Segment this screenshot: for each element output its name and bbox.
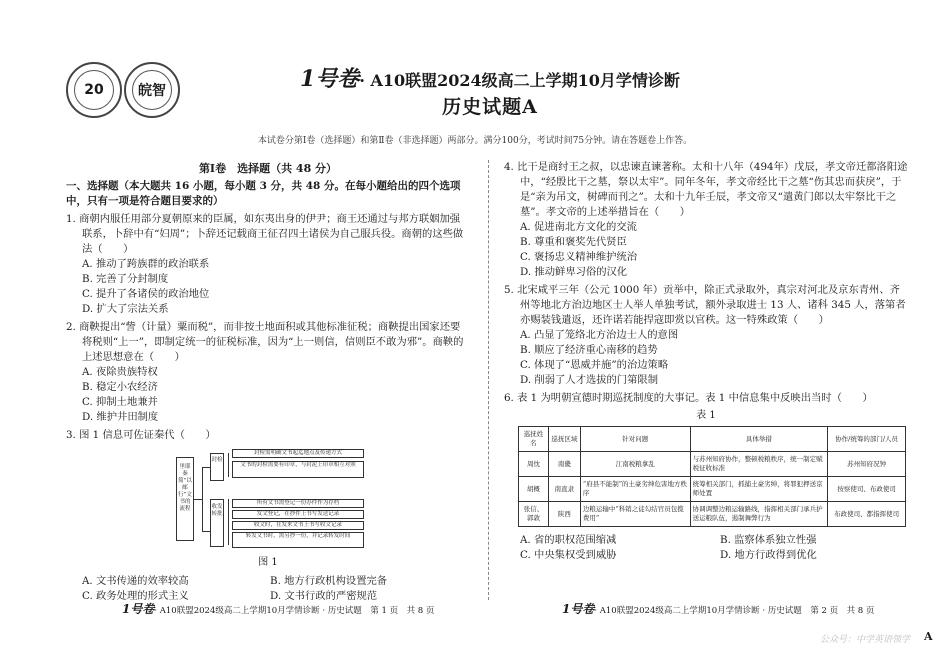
exam-title: [300, 62, 680, 93]
question-stem: 3. 图 1 信息可佐证秦代（ ）: [66, 429, 216, 441]
watermark: 公众号：中学英语领学: [820, 635, 911, 645]
education-seal-logo: [124, 62, 180, 118]
footer-page-info: · A10联盟2024级高二上学期10月学情诊断 · 历史试题 第 1 页 共 8 页: [154, 606, 435, 616]
option-a: A. 凸显了笼络北方治边士人的意图: [520, 329, 679, 341]
option-d: D. 维护井田制度: [82, 411, 159, 423]
subject-title: 历史试题A: [442, 96, 538, 118]
question-1: [66, 212, 470, 317]
flow-box-2: 文书的封检需要有印章，与封泥上印章相互对照: [232, 461, 364, 478]
option-d: D. 削弱了人才选拔的门第限制: [520, 374, 658, 386]
flow-root-label: 里耶秦简“以邮行”文书的流程: [176, 457, 194, 541]
table-cell: 胡概: [519, 477, 549, 502]
option-c: C. 体现了“恩威并施”的治边策略: [520, 359, 669, 371]
option-a: A. 文书传递的效率较高: [82, 575, 189, 587]
footer-right: [562, 600, 874, 617]
question-stem: 6. 表 1 为明朝宣德时期巡抚制度的大事记。表 1 中信息集中反映出当时（ ）: [504, 392, 873, 404]
flow-box-3: 所有文书需登记一份办件作为存档: [232, 499, 364, 508]
section-intro: 一、选择题（本大题共 16 小题，每小题 3 分，共 48 分。在每小题给出的四个选项中，只有一项是符合题目要求的）: [66, 180, 461, 207]
school-seal-logo: [66, 62, 122, 118]
option-b: B. 监察体系独立性强: [720, 534, 817, 546]
flow-group-transfer: 收发转批: [210, 499, 224, 547]
column-header: 针对问题: [580, 427, 690, 452]
question-4: [504, 160, 908, 280]
option-b: B. 完善了分封制度: [82, 273, 169, 285]
connector: [194, 499, 202, 500]
seal-inner: 20: [74, 70, 114, 110]
corner-mark: A: [924, 630, 933, 643]
right-column: [504, 160, 908, 563]
exam-title-text: · A10联盟2024级高二上学期10月学情诊断: [359, 71, 680, 90]
option-b: B. 地方行政机构设置完备: [270, 575, 388, 587]
option-a: A. 夜除贵族特权: [82, 366, 158, 378]
options-row-1: [66, 574, 470, 589]
column-divider: [488, 160, 489, 600]
table-cell: 布政使司、都指挥使司: [828, 502, 906, 527]
column-header: 具体举措: [690, 427, 828, 452]
seal-inner-2: 皖智: [132, 70, 172, 110]
options-row-1: [504, 533, 908, 548]
flow-box-5: 收文时，在发来文书上书写收文记录: [232, 521, 364, 530]
option-c: C. 中央集权受到威胁: [520, 549, 617, 561]
column-header: 巡抚姓名: [519, 427, 549, 452]
option-a: A. 推动了跨族群的政治联系: [82, 258, 210, 270]
column-header: 巡抚区域: [548, 427, 580, 452]
table-1: [518, 426, 906, 527]
question-stem: 5. 北宋咸平三年（公元 1000 年）贡举中，除正式录取外，真宗对河北及京东青州、齐州等地北方治边地区士人举人单独考试，额外录取进士 13 人、诸科 345 人，落第者亦赐装钱遣返，还许诺若能捍寇即赏以官秩。这一特殊政策（ ）: [504, 284, 906, 326]
table-cell: 与苏州知府协作，整顿税粮秩序，统一制定赋税征收标准: [690, 452, 828, 477]
table-row: [519, 477, 906, 502]
left-column: [66, 160, 470, 604]
column-header: 协作/统筹的部门/人员: [828, 427, 906, 452]
option-d: D. 地方行政得到优化: [720, 549, 817, 561]
brand-mark: 1号卷: [300, 66, 360, 92]
question-stem: 2. 商鞅提出“訾（计量）粟而税”，而非按土地面积或其他标准征税；商鞅提出国家还要将税则“上一”，即制定统一的征税标准，因为“上一则信，信则臣不敢为邪”。商鞅的上述思想意在（ ）: [66, 321, 464, 363]
table-cell: 按察使司、布政使司: [828, 477, 906, 502]
connector: [202, 467, 203, 531]
table-cell: 张信、郭敦: [519, 502, 549, 527]
connector: [202, 467, 210, 468]
flow-box-6: 转发文书时，需另抄一份，并记录转发时间: [232, 532, 364, 548]
connector: [228, 499, 229, 545]
question-3: [66, 428, 470, 604]
option-d: D. 文书行政的严密规范: [270, 590, 378, 602]
options-row-2: [504, 548, 908, 563]
table-cell: 统筹相关部门，抓捕土豪劣绅，将罪犯押送京师处置: [690, 477, 828, 502]
option-b: B. 顺应了经济重心南移的趋势: [520, 344, 658, 356]
option-c: C. 政务处理的形式主义: [82, 590, 189, 602]
table-header-row: [519, 427, 906, 452]
option-c: C. 提升了各诸侯的政治地位: [82, 288, 210, 300]
connector: [202, 531, 210, 532]
flow-box-4: 发文登记，在抄件上书写发送记录: [232, 510, 364, 519]
table-cell: 协调调整边粮运输路线，指挥相关部门承兵护送运粮队伍，遏制舞弊行为: [690, 502, 828, 527]
question-6: [504, 391, 908, 563]
question-5: [504, 283, 908, 388]
question-2: [66, 320, 470, 425]
table-cell: 江南税粮拿乱: [580, 452, 690, 477]
section-title: 第Ⅰ卷 选择题（共 48 分）: [198, 162, 338, 175]
option-b: B. 尊重和褒奖先代贤臣: [520, 236, 627, 248]
option-c: C. 抑制土地兼并: [82, 396, 158, 408]
option-d: D. 推动鲜卑习俗的汉化: [520, 266, 628, 278]
exam-notice: 本试卷分第Ⅰ卷（选择题）和第Ⅱ卷（非选择题）两部分。满分100分，考试时间75分钟。请在答题卷上作答。: [257, 136, 693, 146]
figure-1-flowchart: [176, 449, 366, 549]
footer-brand: 1号卷: [562, 602, 595, 616]
flow-group-seal: 封检: [210, 453, 224, 481]
table-row: [519, 502, 906, 527]
table-cell: 苏州知府况钟: [828, 452, 906, 477]
table-cell: 陕西: [548, 502, 580, 527]
table-cell: 边粮运输中“科销之徒勾结官员包揽费用”: [580, 502, 690, 527]
figure-caption: 图 1: [258, 557, 278, 568]
option-a: A. 省的职权范围缩减: [520, 534, 617, 546]
table-row: [519, 452, 906, 477]
table-cell: 南直隶: [548, 477, 580, 502]
option-b: B. 稳定小农经济: [82, 381, 158, 393]
table-caption: 表 1: [696, 410, 716, 421]
footer-page-info: · A10联盟2024级高二上学期10月学情诊断 · 历史试题 第 2 页 共 8 页: [594, 606, 875, 616]
table-cell: “府县不能制”的土豪劣绅危害地方秩序: [580, 477, 690, 502]
option-a: A. 促进南北方文化的交流: [520, 221, 637, 233]
question-stem: 4. 比干是商纣王之叔，以忠谏直谏著称。太和十八年（494年）戊辰，孝文帝迁都洛阳途中，“经殷比干之墓，祭以太牢”。同年冬年，孝文帝经比干之墓“伤其忠而获戾”，于是“亲为吊文，树碑而刊之”。太和十九年壬辰，孝文帝又“遣黄门郎以太牢祭比干之墓”。孝文帝的上述举措旨在（ ）: [504, 161, 908, 218]
connector: [228, 453, 229, 477]
option-d: D. 扩大了宗法关系: [82, 303, 169, 315]
flow-box-1: 封检需明确文书起迄地点及传递方式: [232, 449, 364, 458]
table-cell: 南畿: [548, 452, 580, 477]
question-stem: 1. 商朝内服任用部分夏朝原来的臣属，如东夷出身的伊尹；商王还通过与邦方联姻加强联系，卜辞中有“妇周”；卜辞还记载商王征召四土诸侯为自己服兵役。商朝的这些做法（ ）: [66, 213, 464, 255]
option-c: C. 褒扬忠义精神维护统治: [520, 251, 638, 263]
table-cell: 周忱: [519, 452, 549, 477]
footer-brand: 1号卷: [122, 602, 155, 616]
footer-left: [122, 600, 434, 617]
